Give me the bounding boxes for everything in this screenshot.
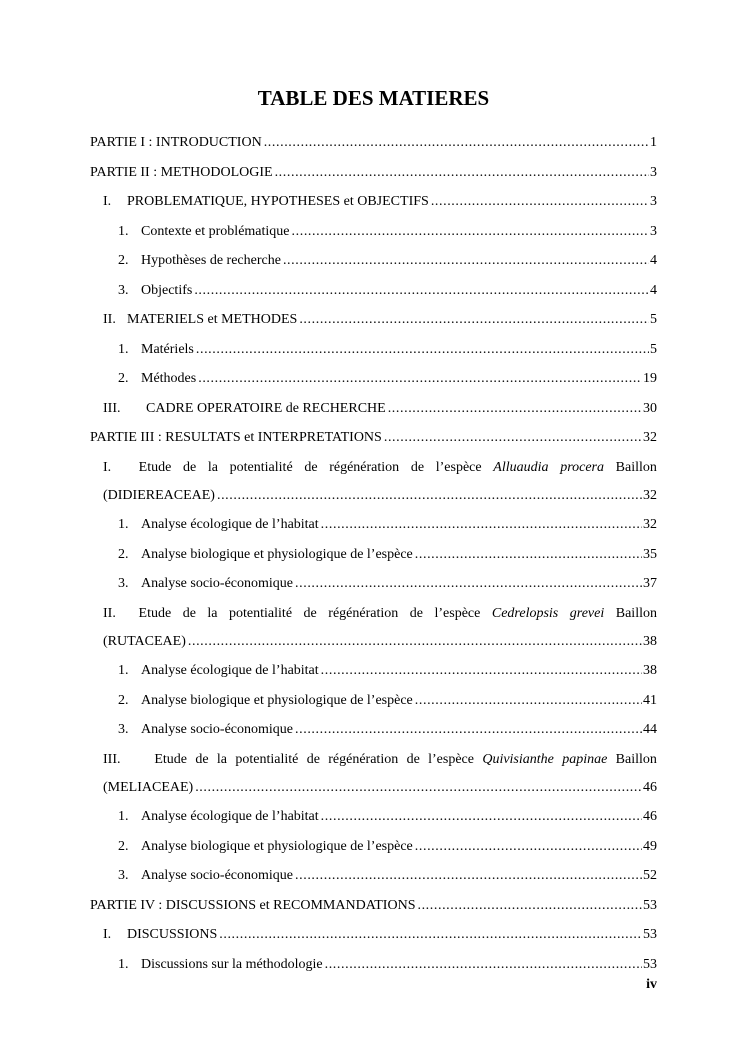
entry-page-number: 3 [650,164,657,180]
dot-leader [295,570,642,598]
entry-label: Analyse biologique et physiologique de l’espèce [141,838,413,854]
entry-number: 2. [118,371,129,386]
entry-label: Contexte et problématique [141,223,290,239]
entry-number: II. [103,605,116,621]
entry-page-number: 4 [650,282,657,298]
toc-entry[interactable] [90,746,657,802]
entry-page-number: 41 [643,692,657,708]
entry-page-number: 44 [643,722,657,737]
entry-number: 3. [118,722,129,737]
entry-label-word: Etude [138,605,172,621]
entry-number: I. [103,194,112,209]
entry-label: PARTIE I : INTRODUCTION [90,135,262,150]
dot-leader [321,511,642,539]
entry-page-number: 3 [650,194,657,209]
entry-label-word: régénération [329,459,400,475]
entry-label-word: potentialité [235,751,299,767]
entry-label-word: régénération [328,751,399,767]
dot-leader [321,803,642,831]
entry-page-number: 32 [643,517,657,532]
toc-entry[interactable] [90,687,657,715]
toc-entry[interactable] [90,218,657,246]
entry-label: Analyse écologique de l’habitat [141,809,319,824]
entry-label-word: la [207,459,218,475]
entry-label-word: l’espèce [434,605,481,621]
entry-label-word: Alluaudia [493,459,549,475]
entry-number: 2. [118,546,129,562]
toc-entry[interactable] [90,541,657,569]
entry-label: Méthodes [141,371,197,386]
toc-entry[interactable] [90,862,657,890]
dot-leader [295,862,642,890]
entry-label-word: de [183,459,197,475]
entry-page-number: 35 [643,546,657,562]
entry-number: 3. [118,868,129,883]
entry-label: MATERIELS et METHODES [127,312,298,327]
entry-label: CADRE OPERATOIRE de RECHERCHE [146,400,386,416]
toc-entry[interactable] [90,395,657,423]
entry-label: Discussions sur la méthodologie [141,956,323,972]
entry-label-word: Quivisianthe [482,751,554,767]
entry-label: Analyse écologique de l’habitat [141,517,319,532]
toc-content [90,84,657,980]
toc-entry[interactable] [90,511,657,539]
entry-number: III. [103,751,121,767]
toc-entry[interactable] [90,188,657,216]
entry-page-number: 53 [643,897,657,913]
entry-page-number: 32 [643,430,657,445]
entry-label-word: de [304,459,318,475]
entry-label-word: grevei [569,605,605,621]
entry-label-word: de [303,605,317,621]
entry-label: PARTIE III : RESULTATS et INTERPRETATIONS [90,430,382,445]
entry-label-word: l’espèce [435,459,482,475]
entry-title-line [103,746,657,774]
entry-page-number: 46 [643,779,657,795]
entry-label: Matériels [141,341,194,357]
entry-label-word: de [409,605,423,621]
entry-label: Analyse socio-économique [141,576,294,591]
entry-number: 2. [118,692,129,708]
entry-number: II. [103,312,116,327]
dot-leader [384,424,642,452]
entry-page-number: 19 [643,371,657,386]
toc-entry[interactable] [90,600,657,656]
toc-entry[interactable] [90,159,657,187]
dot-leader [292,218,649,246]
entry-number: 2. [118,253,129,268]
entry-number: 3. [118,576,129,591]
entry-page-number: 38 [643,633,657,649]
entry-page-number: 53 [643,927,657,942]
entry-label-word: Etude [154,751,187,767]
dot-leader [299,306,649,334]
entry-label-word: procera [560,459,604,475]
table-of-contents [90,129,657,979]
dot-leader [415,541,642,569]
dot-leader [415,833,642,861]
entry-label: (MELIACEAE) [103,779,194,795]
entry-label-word: de [406,751,420,767]
entry-label-word: la [216,751,228,767]
dot-leader [295,716,642,744]
entry-label: Analyse biologique et physiologique de l’espèce [141,692,413,708]
toc-entry[interactable] [90,306,657,334]
entry-second-line [103,482,657,510]
toc-entry[interactable] [90,833,657,861]
toc-entry[interactable] [90,454,657,510]
entry-label: Analyse socio-économique [141,868,294,883]
entry-page-number: 52 [643,868,657,883]
entry-number: I. [103,459,112,475]
toc-entry[interactable] [90,424,657,452]
entry-page-number: 5 [650,341,657,357]
entry-label-word: de [182,605,196,621]
entry-label-word: l’espèce [428,751,474,767]
dot-leader [283,247,649,275]
entry-second-line [103,774,657,802]
entry-label-word: papinae [562,751,608,767]
entry-label: PARTIE IV : DISCUSSIONS et RECOMMANDATIONS [90,897,416,913]
entry-number: 1. [118,663,129,678]
entry-label: (RUTACEAE) [103,633,186,649]
entry-label-word: de [195,751,209,767]
entry-label-word: Baillon [615,459,657,475]
entry-number: III. [103,400,121,416]
dot-leader [417,892,642,920]
entry-label-word: de [410,459,425,475]
entry-label: DISCUSSIONS [127,927,218,942]
dot-leader [194,277,649,305]
dot-leader [264,129,649,157]
entry-label-word: Etude [138,459,172,475]
entry-number: 1. [118,809,129,824]
entry-page-number: 1 [650,135,657,150]
dot-leader [198,365,642,393]
dot-leader [321,657,642,685]
dot-leader [217,482,642,510]
dot-leader [195,774,642,802]
entry-page-number: 3 [650,223,657,239]
entry-label-word: Baillon [615,605,657,621]
entry-page-number: 30 [643,400,657,416]
toc-title: TABLE DES MATIERES [257,86,490,110]
entry-number: 2. [118,838,129,854]
toc-entry[interactable] [90,657,657,685]
entry-page-number: 38 [643,663,657,678]
dot-leader [431,188,649,216]
entry-label: Hypothèses de recherche [141,253,281,268]
entry-number: 1. [118,341,129,357]
entry-label: Analyse écologique de l’habitat [141,663,319,678]
entry-label-word: Cedrelopsis [491,605,559,621]
entry-label: Objectifs [141,282,193,298]
entry-number: 1. [118,223,129,239]
dot-leader [219,921,642,949]
entry-label-word: régénération [328,605,399,621]
toc-entry[interactable] [90,247,657,275]
entry-label-word: de [306,751,320,767]
entry-page-number: 4 [650,253,657,268]
toc-entry[interactable] [90,336,657,364]
toc-entry[interactable] [90,892,657,920]
entry-page-number: 49 [643,838,657,854]
entry-title-line [103,454,657,482]
toc-entry[interactable] [90,365,657,393]
entry-number: 1. [118,517,129,532]
toc-entry[interactable] [90,570,657,598]
entry-page-number: 53 [643,956,657,972]
entry-label: Analyse biologique et physiologique de l’espèce [141,546,413,562]
toc-entry[interactable] [90,803,657,831]
entry-page-number: 32 [643,487,657,503]
entry-number: 1. [118,956,129,972]
entry-label-word: potentialité [229,459,293,475]
toc-entry[interactable] [90,277,657,305]
toc-entry[interactable] [90,921,657,949]
entry-label-word: la [207,605,218,621]
entry-page-number: 46 [643,809,657,824]
entry-label-word: Baillon [615,751,657,767]
page-number-footer: iv [646,977,657,992]
entry-page-number: 5 [650,312,657,327]
entry-page-number: 37 [643,576,657,591]
entry-number: I. [103,927,112,942]
dot-leader [196,336,649,364]
dot-leader [388,395,642,423]
dot-leader [188,628,642,656]
toc-entry[interactable] [90,716,657,744]
toc-entry[interactable] [90,951,657,979]
entry-label: PARTIE II : METHODOLOGIE [90,164,273,180]
toc-entry[interactable] [90,129,657,157]
entry-label: (DIDIEREACEAE) [103,487,215,503]
dot-leader [415,687,642,715]
entry-label-word: potentialité [229,605,293,621]
entry-label: PROBLEMATIQUE, HYPOTHESES et OBJECTIFS [127,194,429,209]
entry-title-line [103,600,657,628]
entry-label: Analyse socio-économique [141,722,294,737]
entry-second-line [103,628,657,656]
dot-leader [275,159,649,187]
dot-leader [325,951,642,979]
entry-number: 3. [118,282,129,298]
